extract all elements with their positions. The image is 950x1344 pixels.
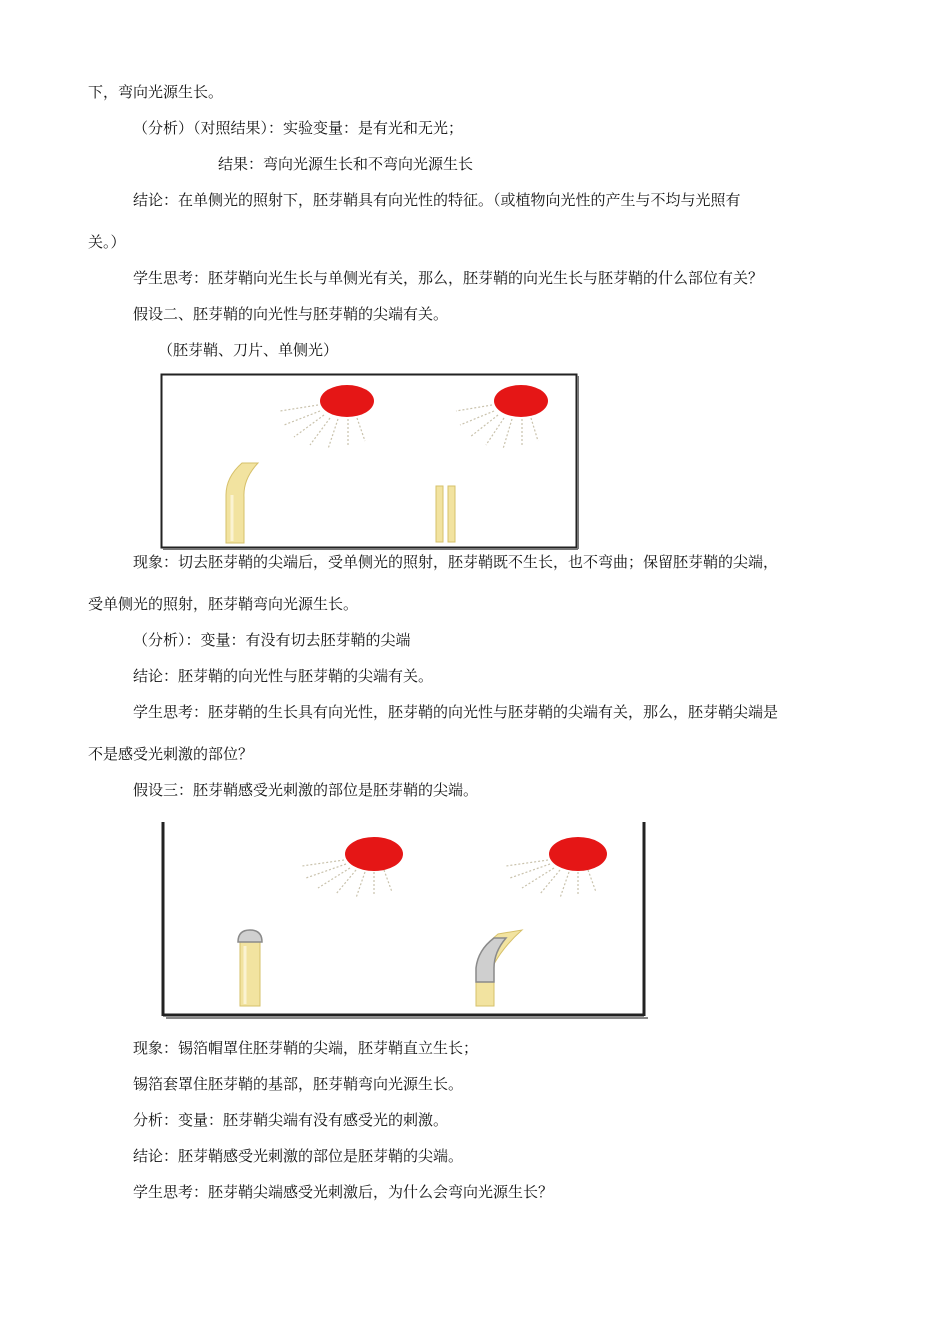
- text-line: 学生思考：胚芽鞘向光生长与单侧光有关，那么，胚芽鞘的向光生长与胚芽鞘的什么部位有关？: [133, 269, 764, 287]
- text-line: 现象：锡箔帽罩住胚芽鞘的尖端，胚芽鞘直立生长；: [133, 1039, 479, 1057]
- text-line: 下，弯向光源生长。: [88, 83, 224, 101]
- foil-cap-coleoptile: [238, 930, 262, 1006]
- text-line: 结果：弯向光源生长和不弯向光源生长: [218, 155, 474, 173]
- text-line: 受单侧光的照射，胚芽鞘弯向光源生长。: [88, 595, 359, 613]
- text-line: （分析）：变量：有没有切去胚芽鞘的尖端: [133, 631, 411, 649]
- text-line: 结论：胚芽鞘感受光刺激的部位是胚芽鞘的尖端。: [133, 1147, 464, 1165]
- text-line: 分析：变量：胚芽鞘尖端有没有感受光的刺激。: [133, 1111, 449, 1129]
- figure-1: [160, 373, 580, 551]
- text-line: 现象：切去胚芽鞘的尖端后，受单侧光的照射，胚芽鞘既不生长，也不弯曲；保留胚芽鞘的尖端，: [133, 553, 779, 571]
- text-line: 假设三：胚芽鞘感受光刺激的部位是胚芽鞘的尖端。: [133, 781, 479, 799]
- text-line: 锡箔套罩住胚芽鞘的基部，胚芽鞘弯向光源生长。: [133, 1075, 464, 1093]
- text-line: 假设二、胚芽鞘的向光性与胚芽鞘的尖端有关。: [133, 305, 449, 323]
- text-line: 学生思考：胚芽鞘的生长具有向光性，胚芽鞘的向光性与胚芽鞘的尖端有关，那么，胚芽鞘尖端是: [133, 703, 779, 721]
- text-line: 结论：胚芽鞘的向光性与胚芽鞘的尖端有关。: [133, 667, 434, 685]
- text-line: 学生思考：胚芽鞘尖端感受光刺激后，为什么会弯向光源生长？: [133, 1183, 554, 1201]
- text-line: 不是感受光刺激的部位？: [88, 745, 254, 763]
- text-line: 结论：在单侧光的照射下，胚芽鞘具有向光性的特征。（或植物向光性的产生与不均与光照有: [133, 191, 741, 209]
- figure-caption: （胚芽鞘、刀片、单侧光）: [158, 341, 339, 359]
- text-line: （分析）（对照结果）：实验变量：是有光和无光；: [133, 119, 464, 137]
- figure-2: [160, 822, 652, 1020]
- text-line: 关。）: [88, 233, 126, 251]
